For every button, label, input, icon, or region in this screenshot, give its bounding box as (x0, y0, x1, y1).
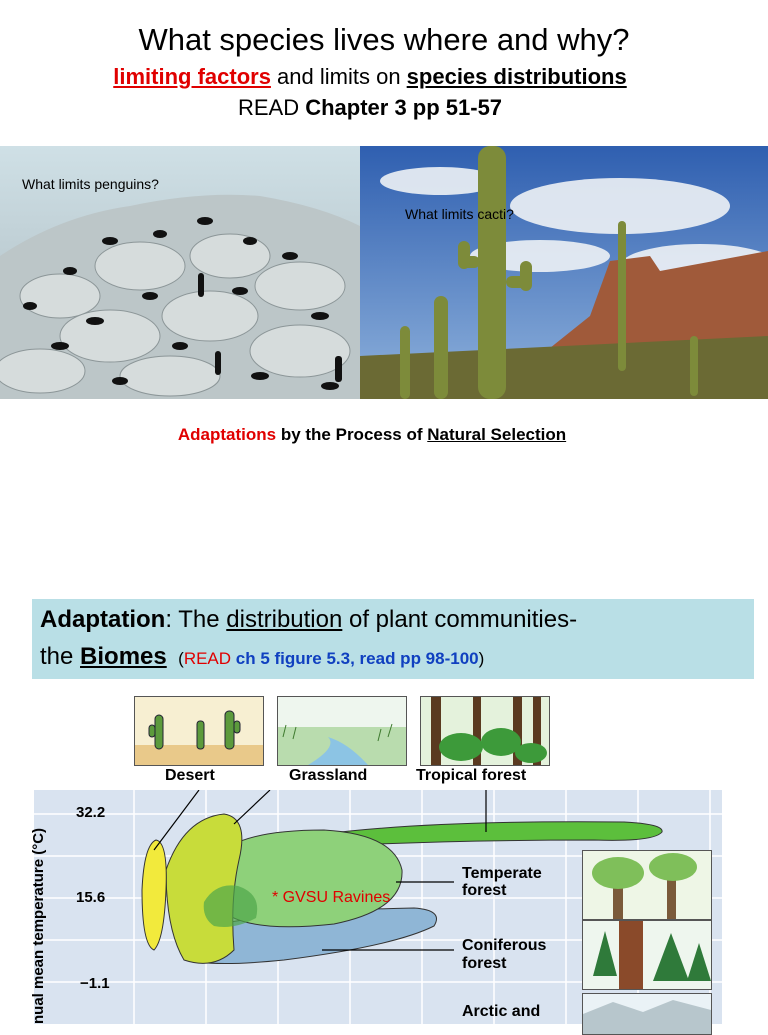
gvsu-ravines-annotation: * GVSU Ravines (272, 889, 391, 906)
the-text: : The (165, 606, 227, 633)
coniferous-label-2: forest (462, 955, 507, 972)
grassland-label: Grassland (289, 767, 368, 784)
temperate-label-2: forest (462, 882, 507, 899)
subtitle-line (0, 64, 740, 90)
biomes-word: Biomes (80, 643, 167, 670)
biome-heading-line2 (40, 643, 484, 671)
desert-region (142, 840, 166, 950)
reading-line (0, 95, 740, 121)
desert-thumbnail (134, 696, 264, 766)
adaptation-word: Adaptation (40, 606, 166, 633)
grassland-thumbnail (277, 696, 407, 766)
open-paren: ( (178, 649, 184, 668)
biome-heading-line1 (40, 606, 577, 634)
arctic-label: Arctic and (462, 1003, 541, 1020)
coniferous-forest-thumbnail (582, 920, 712, 990)
limiting-factors-text: limiting factors (113, 64, 271, 89)
natural-selection-text: Natural Selection (427, 425, 567, 444)
read-word: READ (183, 649, 236, 668)
cacti-photo (360, 146, 768, 399)
reference-text: ch 5 figure 5.3, read pp 98-100 (235, 649, 479, 668)
adaptations-text: Adaptations (177, 425, 277, 444)
read-prefix: READ (237, 95, 306, 120)
species-distributions-text: species distributions (406, 64, 627, 89)
y-tick-15: 15.6 (76, 889, 106, 906)
temperate-label-1: Temperate (462, 865, 542, 882)
tropical-forest-label: Tropical forest (416, 767, 527, 784)
y-tick-neg1: −1.1 (80, 975, 110, 992)
reference-group (173, 649, 484, 668)
chapter-reference: Chapter 3 pp 51-57 (305, 95, 503, 120)
tropical-forest-thumbnail (420, 696, 550, 766)
and-limits-text: and limits on (270, 64, 407, 89)
y-axis-label: nual mean temperature (°C) (30, 827, 47, 1024)
temperate-forest-thumbnail (582, 850, 712, 920)
arctic-thumbnail (582, 993, 712, 1035)
cacti-caption: What limits cacti? (405, 206, 514, 222)
adaptations-line (0, 425, 744, 445)
page-title: What species lives where and why? (138, 22, 630, 57)
distribution-word: distribution (226, 606, 343, 633)
the2-text: the (40, 643, 81, 670)
coniferous-label-1: Coniferous (462, 937, 547, 954)
close-paren: ) (478, 649, 485, 668)
desert-label: Desert (165, 767, 215, 784)
y-tick-32: 32.2 (76, 804, 106, 821)
penguins-caption: What limits penguins? (22, 176, 159, 192)
of-plant-text: of plant communities- (342, 606, 578, 633)
by-process-text: by the Process of (276, 425, 428, 444)
